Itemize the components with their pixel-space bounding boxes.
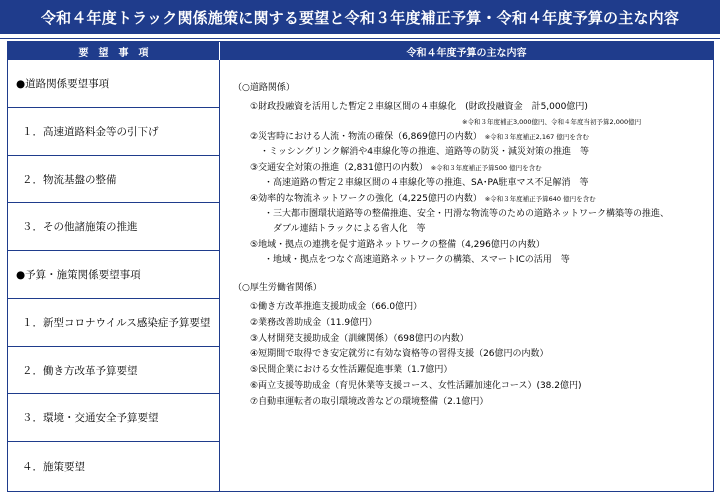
road-item-4 xyxy=(250,194,596,205)
labor-item-5: ⑤民間企業における女性活躍促進事業（1.7億円） xyxy=(250,365,453,375)
road-item-3-note: ※令和３年度補正予算500 億円を含む xyxy=(430,164,542,172)
road-item-4-sub-1: ・三大都市圏環状道路等の整備推進、安全・円滑な物流等のための道路ネットワーク構築等の推進、 xyxy=(264,209,670,219)
road-item-4-text: ④効率的な物流ネットワークの強化（4,225億円の内数） xyxy=(250,194,482,204)
road-item-2-text: ②災害時における人流・物流の確保（6,869億円の内数） xyxy=(250,132,482,142)
column-header-requests: 要 望 事 項 xyxy=(8,42,220,60)
road-item-2 xyxy=(250,132,589,143)
request-item-highway-toll: １．高速道路料金等の引下げ xyxy=(8,108,219,156)
labor-item-1: ①働き方改革推進支援助成金（66.0億円） xyxy=(250,302,423,312)
request-item-logistics-infra: ２．物流基盤の整備 xyxy=(8,156,219,203)
budget-column xyxy=(220,60,713,491)
road-item-2-note: ※令和３年度補正2,167 億円を含む xyxy=(484,133,589,141)
labor-heading: （○厚生労働省関係） xyxy=(233,283,322,293)
request-item-work-style: ２．働き方改革予算要望 xyxy=(8,347,219,394)
road-item-4-note: ※令和３年度補正予算640 億円を含む xyxy=(484,195,596,203)
column-header-budget: 令和４年度予算の主な内容 xyxy=(220,42,713,60)
road-item-5-sub: ・地域・拠点をつなぐ高速道路ネットワークの構築、スマートICの活用 等 xyxy=(264,255,570,265)
request-section-budget: ●予算・施策関係要望事項 xyxy=(8,251,219,299)
road-item-3-sub: ・高速道路の暫定２車線区間の４車線化等の推進、SA･PA駐車マス不足解消 等 xyxy=(264,178,589,188)
road-item-1: ①財政投融資を活用した暫定２車線区間の４車線化 (財政投融資金 計5,000億円) xyxy=(250,102,588,112)
labor-item-3: ③人材開発支援助成金（訓練関係）（698億円の内数） xyxy=(250,334,469,344)
road-item-3 xyxy=(250,163,542,174)
request-item-covid: １．新型コロナウイルス感染症予算要望 xyxy=(8,299,219,347)
request-section-road: ●道路関係要望事項 xyxy=(8,60,219,108)
requests-table xyxy=(7,41,714,492)
request-item-other-measures: ３．その他諸施策の推進 xyxy=(8,203,219,251)
title-divider xyxy=(0,34,720,39)
road-heading: （○道路関係） xyxy=(233,83,295,93)
road-item-3-text: ③交通安全対策の推進（2,831億円の内数） xyxy=(250,163,428,173)
labor-item-7: ⑦自動車運転者の取引環境改善などの環境整備（2.1億円） xyxy=(250,397,489,407)
road-item-1-note: ※令和３年度補正3,000億円、令和４年度当初予算2,000億円 xyxy=(462,118,642,126)
labor-item-6: ⑥両立支援等助成金（育児休業等支援コース、女性活躍加速化コース）(38.2億円) xyxy=(250,381,582,391)
road-item-2-sub: ・ミッシングリンク解消や4車線化等の推進、道路等の防災・減災対策の推進 等 xyxy=(260,147,589,157)
road-item-4-sub-2: ダブル連結トラックによる省人化 等 xyxy=(273,224,426,234)
page-title-text: 令和４年度トラック関係施策に関する要望と令和３年度補正予算・令和４年度予算の主な内容 xyxy=(40,8,680,27)
requests-column xyxy=(8,60,220,491)
request-item-environment-safety: ３．環境・交通安全予算要望 xyxy=(8,394,219,442)
labor-item-2: ②業務改善助成金（11.9億円） xyxy=(250,318,378,328)
page-title xyxy=(0,0,720,34)
labor-item-4: ④短期間で取得でき安定就労に有効な資格等の習得支援（26億円の内数） xyxy=(250,349,549,359)
road-item-5: ⑤地域・拠点の連携を促す道路ネットワークの整備（4,296億円の内数） xyxy=(250,240,545,250)
request-item-policy: ４．施策要望 xyxy=(22,461,85,473)
